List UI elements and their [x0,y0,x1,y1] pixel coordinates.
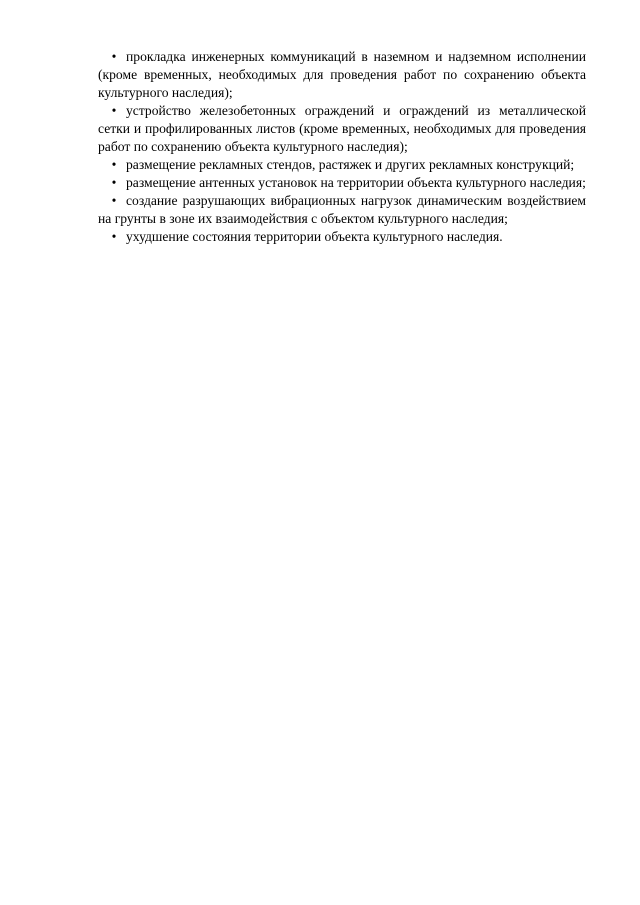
list-item-text: прокладка инженерных коммуникаций в наземном и надземном исполнении (кроме временных, необходимых для проведения работ по сохранению объекта культурного наследия); [98,49,586,100]
bullet-list [98,48,586,246]
list-item-text: создание разрушающих вибрационных нагрузок динамическим воздействием на грунты в зоне их взаимодействия с объектом культурного наследия; [98,193,586,226]
list-item [98,102,586,156]
list-item-text: размещение антенных установок на территории объекта культурного наследия; [126,175,586,190]
list-item-text: ухудшение состояния территории объекта культурного наследия. [126,229,503,244]
list-item [98,174,586,192]
bullet-icon: • [111,175,117,190]
bullet-icon: • [111,103,117,118]
list-item [98,48,586,102]
list-item-text: размещение рекламных стендов, растяжек и других рекламных конструкций; [126,157,575,172]
bullet-icon: • [111,157,117,172]
list-item [98,156,586,174]
list-item-text: устройство железобетонных ограждений и ограждений из металлической сетки и профилированных листов (кроме временных, необходимых для проведения работ по сохранению объекта культурного наследия); [98,103,586,154]
bullet-icon: • [111,229,117,244]
list-item [98,228,586,246]
list-item [98,192,586,228]
bullet-icon: • [111,49,117,64]
bullet-icon: • [111,193,117,208]
